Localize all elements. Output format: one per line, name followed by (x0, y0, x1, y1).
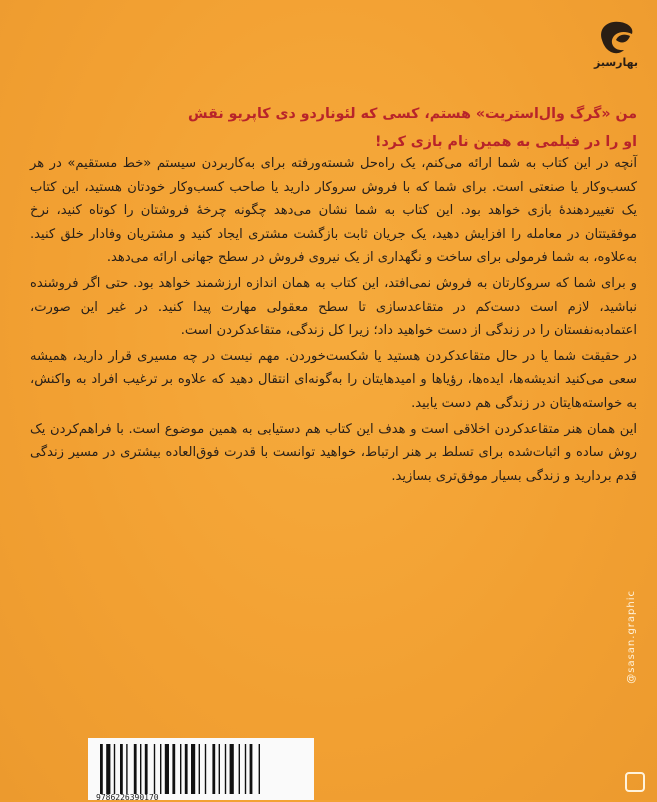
headline-line-2: او را در فیلمی به همین نام بازی کرد! (375, 134, 637, 150)
paragraph-1: آنچه در این کتاب به شما ارائه می‌کنم، یک راه‌حل شسته‌ورفته برای به‌کاربردن سیستم «خط مستقیم» در هر کسب‌وکار یا صنعتی است. برای شما که با فروش سروکار دارید یا صاحب کسب‌وکار خودتان هستید، این کتاب یک تغییردهندهٔ بازی خواهد بود. این کتاب به شما نشان می‌دهد چگونه چرخهٔ فروشتان را کوتاه کنید، نرخ موفقیتتان در معامله را افزایش دهید، یک جریان ثابت بازگشت مشتری ایجاد کنید و مشتریان وفادار خلق کنید. به‌علاوه، به شما فرمولی برای ساخت و نگهداری از یک نیروی فروش در سطح جهانی ارائه می‌دهد. (30, 156, 637, 266)
publisher-logo (589, 18, 643, 76)
headline-line-1: من «گرگ وال‌استریت» هستم، کسی که لئوناردو دی کاپریو نقش (188, 106, 637, 122)
barcode (88, 738, 314, 800)
paragraph-4: این همان هنر متقاعدکردن اخلاقی است و هدف این کتاب هم دستیابی به همین موضوع است. با فراهم‌کردن یک روش ساده و اثبات‌شده برای تسلط بر هنر ارتباط، خواهید توانست با قدرت فوق‌العاده بیشتری در مسیر زندگی قدم بردارید و زندگی بسیار موفق‌تری بسازید. (30, 421, 637, 484)
designer-credit: @sasan.graphic (626, 590, 637, 684)
publisher-name: بهارسبز (593, 56, 638, 69)
back-cover-body (30, 152, 637, 490)
barcode-icon (88, 738, 314, 800)
barcode-digits: 9786226390170 (96, 793, 159, 802)
headline (30, 100, 637, 156)
paragraph-3: در حقیقت شما یا در حال متقاعدکردن هستید یا شکست‌خوردن. مهم نیست در چه مسیری قرار دارید، همیشه سعی می‌کنید اندیشه‌ها، ایده‌ها، رؤیاها و امیدهایتان را به‌گونه‌ای انتقال دهید که علاوه بر ترغیب افراد به واکنش، به خواسته‌هایتان در زندگی هم دست یابید. (30, 348, 637, 411)
instagram-icon (625, 772, 645, 792)
paragraph-2: و برای شما که سروکارتان به فروش نمی‌افتد، این کتاب به همان اندازه ارزشمند خواهد بود. حتی اگر فروشنده نباشید، لازم است دست‌کم در متقاعدسازی تا سطح معقولی مهارت پیدا کنید. در غیر این صورت، اعتمادبه‌نفستان را در زندگی از دست خواهید داد؛ زیرا کل زندگی، متقاعدکردن است. (30, 275, 637, 339)
publisher-logo-icon (594, 18, 638, 58)
